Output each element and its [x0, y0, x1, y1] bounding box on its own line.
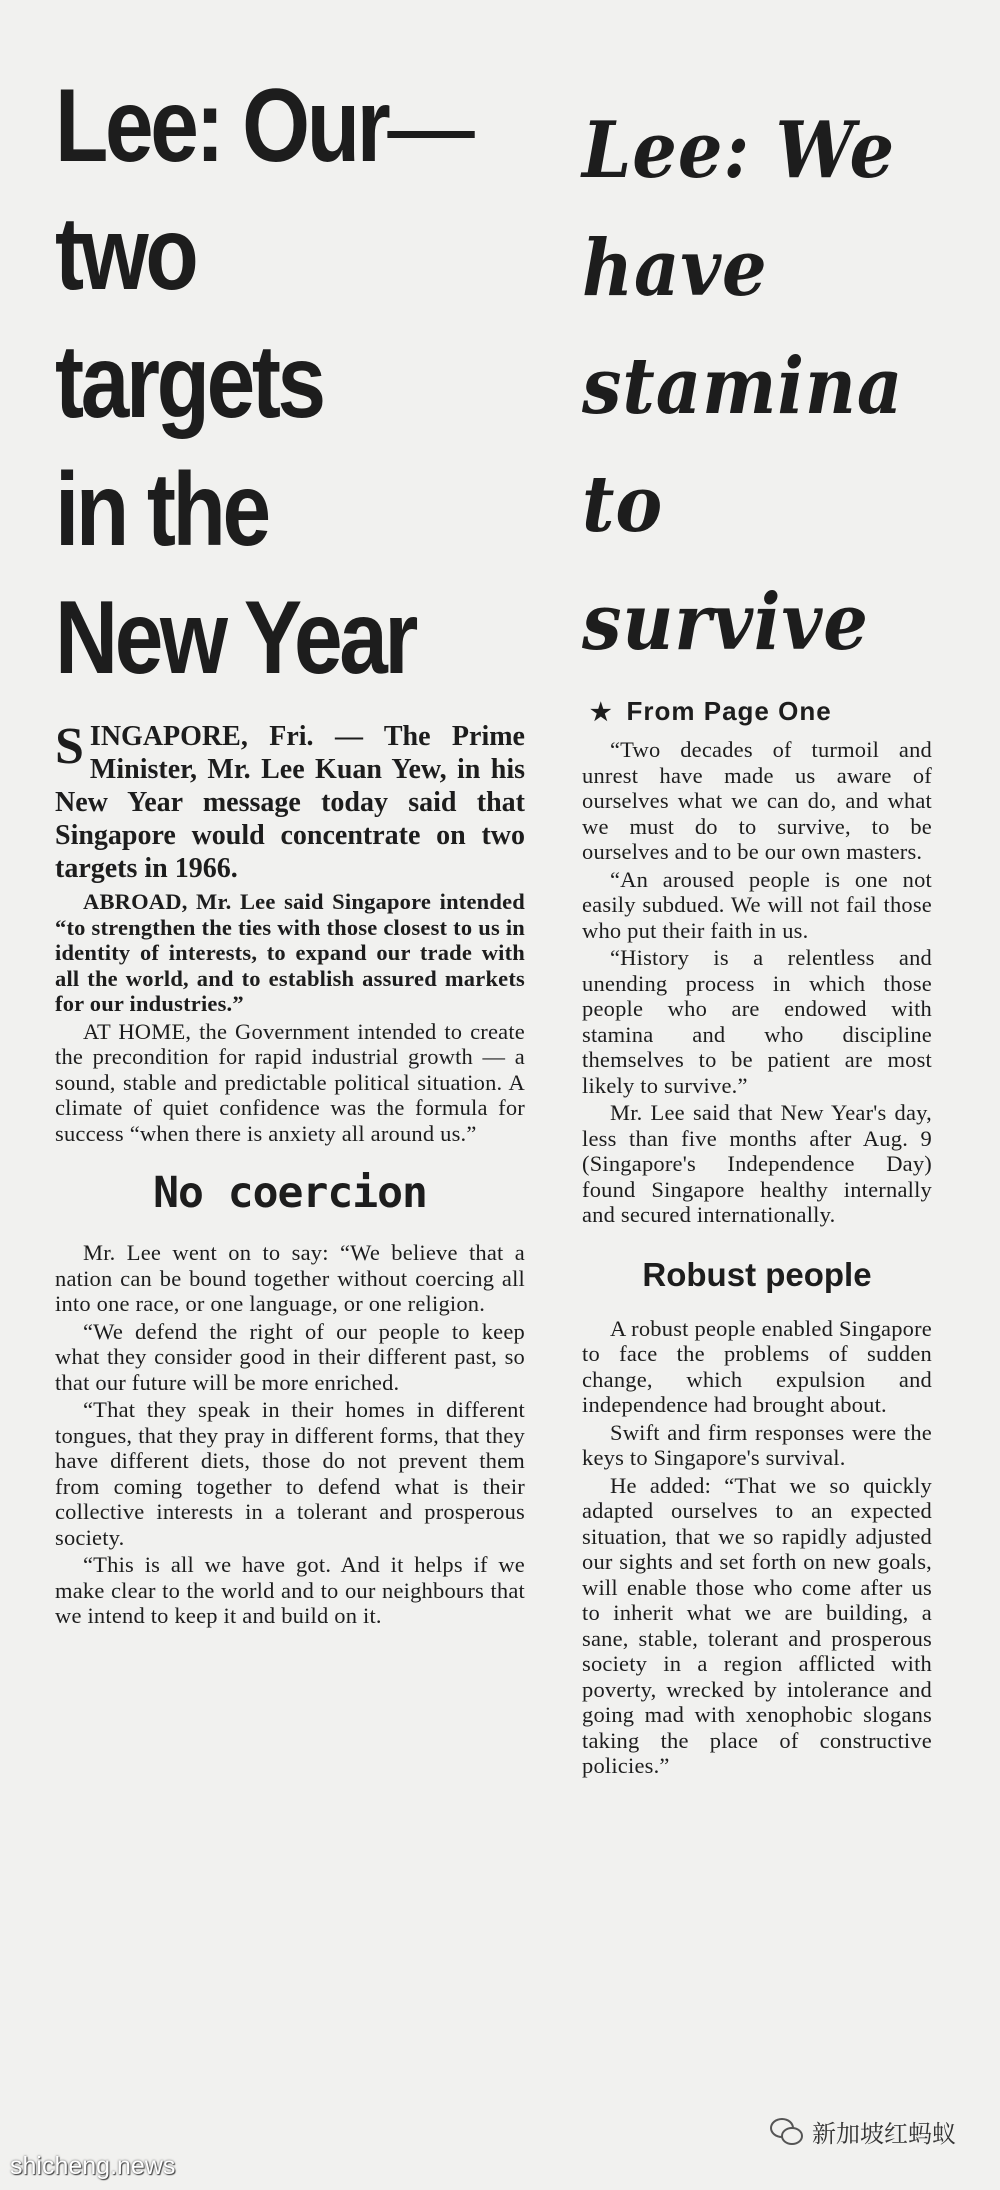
right-paragraph: Mr. Lee said that New Year's day, less than five months after Aug. 9 (Singapore's Independence Day) found Singapore healthy internally and secured internationally.	[582, 1100, 932, 1227]
wechat-account-watermark	[770, 2114, 956, 2149]
right-paragraph: “Two decades of turmoil and unrest have made us aware of ourselves what we can do, and what we must do to survive, to be ourselves and to be our own masters.	[582, 737, 932, 864]
left-headline-line-4: in the	[55, 452, 268, 568]
left-paragraph: “We defend the right of our people to keep what they consider good in their different past, so that our future will be more enriched.	[55, 1318, 525, 1395]
left-paragraph: “This is all we have got. And it helps if we make clear to the world and to our neighbours that we intend to keep it and build on it.	[55, 1552, 525, 1628]
left-paragraph: Mr. Lee went on to say: “We believe that a nation can be bound together without coercing all into one race, or one language, or one religion.	[55, 1240, 525, 1316]
right-headline-line-1: Lee: We	[582, 105, 896, 196]
right-paragraph: “An aroused people is one not easily subdued. We will not fail those who put their faith in us.	[582, 866, 932, 943]
left-body	[55, 720, 525, 1629]
headline-dash: —	[387, 68, 475, 184]
right-paragraph: He added: “That we so quickly adapted ourselves to an expected situation, that we so rapidly adjusted our sights and set forth on new goals, will enable those who come after us to inherit what we are building, a sane, stable, tolerant and prosperous society in a region afflicted with poverty, wrecked by intolerance and going mad with xenophobic slogans taking the place of constructive policies.”	[582, 1472, 932, 1778]
right-paragraph: A robust people enabled Singapore to face the problems of sudden change, which expulsion and independence had brought about.	[582, 1315, 932, 1417]
left-headline-line-5: New Year	[55, 580, 416, 696]
lead-text: INGAPORE, Fri. — The Prime Minister, Mr. Lee Kuan Yew, in his New Year message today said that Singapore would concentrate on two targets in 1966.	[55, 721, 525, 884]
wechat-account-label: 新加坡红蚂蚁	[812, 2120, 956, 2148]
right-paragraph: “History is a relentless and unending process in which those people who are endowed with stamina and who discipline themselves to be patient are most likely to survive.”	[582, 945, 932, 1098]
subhead-no-coercion: No coercion	[153, 1168, 427, 1218]
right-paragraph: Swift and firm responses were the keys to Singapore's survival.	[582, 1419, 932, 1470]
continuation-line	[590, 696, 932, 727]
left-headline-line-2: two	[55, 196, 196, 312]
right-headline-line-4: to	[582, 459, 664, 550]
left-paragraph: “That they speak in their homes in different tongues, that they pray in different forms, that they have different diets, those do not prevent them from coming together to defend what is their collective interests in a tolerant and prosperous society.	[55, 1397, 525, 1550]
star-icon: ★	[590, 699, 613, 726]
right-headline-line-5: survive	[582, 577, 869, 668]
left-headline	[55, 62, 525, 702]
lead-paragraph	[55, 720, 525, 885]
left-headline-line-1: Lee: Our—	[55, 68, 475, 184]
right-column	[582, 92, 932, 1781]
left-headline-line-3: targets	[55, 324, 323, 440]
site-watermark: shicheng.news	[10, 2152, 176, 2180]
right-headline	[582, 92, 904, 682]
from-page-label: From Page One	[626, 696, 832, 726]
drop-cap: S	[55, 718, 84, 775]
right-headline-line-3: stamina	[582, 341, 904, 432]
paragraph-home: AT HOME, the Government intended to create the precondition for rapid industrial growth — a sound, stable and predictable political situation. A climate of quiet confidence was the formula for success “when there is anxiety all around us.”	[55, 1018, 525, 1146]
paragraph-abroad: ABROAD, Mr. Lee said Singapore intended “to strengthen the ties with those closest to us in identity of interests, to expand our trade with all the world, and to establish assured markets for our industries.”	[55, 889, 525, 1016]
subhead-robust-people: Robust people	[642, 1255, 872, 1293]
wechat-icon	[770, 2118, 802, 2146]
left-column	[55, 62, 525, 1631]
right-headline-line-2: have	[582, 223, 768, 314]
